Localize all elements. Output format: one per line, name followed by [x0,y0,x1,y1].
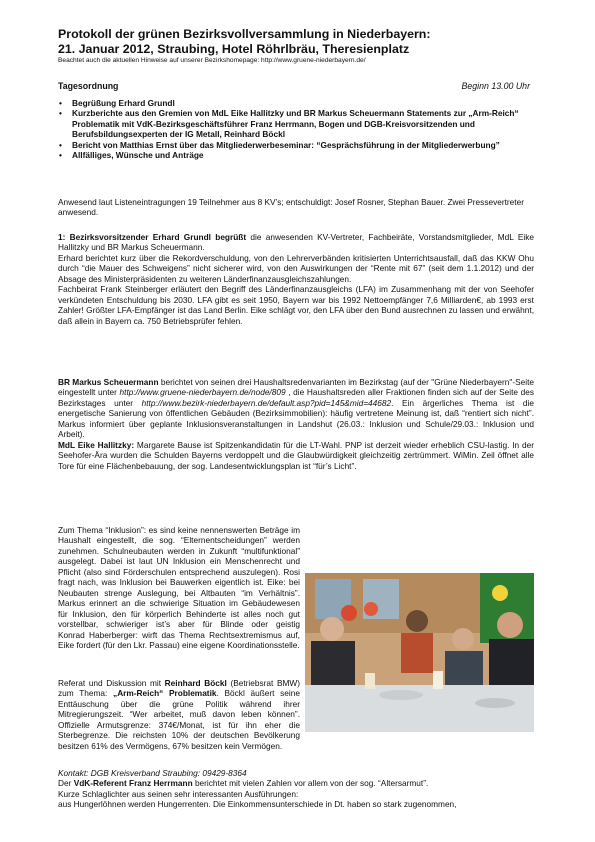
section-4-text-3: Kurze Schlaglichter aus seinen sehr interessanten Ausführungen: [58,788,299,799]
homepage-note: Beachtet auch die aktuellen Hinweise auf unserer Bezirkshomepage: http://www.gruene-niederbayern.de/ [58,57,366,64]
section-2-text-2: , die Haushaltsreden aller Fraktionen finden sich auf der Seite des Bezirkstages unter [58,387,534,408]
document-title [58,27,558,57]
agenda-heading: Tagesordnung [58,81,119,91]
section-3-text-2: (Betriebsrat BMW) zum Thema: [58,678,300,699]
section-2-lead-2: MdL Eike Hallitzky: [58,439,135,450]
section-1-paragraph-3: Fachbeirat Frank Steinberger erläutert den Begriff des Länderfinanzausgleichs (LFA) im Zusammenhang mit der von Seehofer verkündeten Entschuldung bis 2030. LFA gibt es seit 1950, Bayern war bis 1992 Nettoempfänger 7,6 Milliarden€, ab 1993 erst Zahler! Größter LFA-Empfänger ist das Land Berlin. Eike schlägt vor, den LFA über den Bund ausrechnen zu lassen und erwähnt, daß allein in Bayern ca. 750 Betriebsprüfer fehlen. [58,284,534,326]
section-1-paragraph-2: Erhard berichtet kurz über die Rekordverschuldung, von den Lehrerverbänden kritisierten Unterrichtsausfall, daß das KKW Ohu durch “die Mauer des Schweigens” nicht sicherer wird, von den Auswirkungen der “Rente mit 67” (seit dem 1.1.2012) und der Absage des Ministerpräsidenten zu weiteren Länderfinanzausgleichszahlungen. [58,252,534,284]
title-line-1: Protokoll der grünen Bezirksvollversammlung in Niederbayern: [58,27,431,41]
section-2-text-1: berichtet von seinen drei Haushaltsredenvarianten im Bezirkstag (auf der "Grüne Niederbayern"-Seite eingestellt unter [58,377,535,398]
link-bezirk-niederbayern[interactable]: http://www.bezirk-niederbayern.de/default.asp?pid=145&mid=44682 [141,397,392,408]
section-2 [58,377,534,471]
section-4-lead: VdK-Referent Franz Herrmann [73,778,193,789]
section-3-text-3: . Böckl äußert seine Enttäuschung über die grüne Politik während ihrer Mitregierungszeit. “Wer arbeitet, muß davon leben können”. Offizielle Armutsgrenze: 374€/Monat, ist für ihn eher die Sterbegrenze. Die reichsten 10% der deutschen Bevölkerung besitzen 61% des Vermögens, 67% besitzen kein Vermögen. [58,688,300,751]
link-gruene-niederbayern[interactable]: http://www.gruene-niederbayern.de/node/809 [119,387,286,398]
inklusion-text-full: Zum Thema “Inklusion”: es sind keine nennenswerten Beträge im Haushalt eingestellt, die sog. “Elternentscheidungen” werden zunehmen. Schulneubauten werden in Zukunft “multifunktional” ausgelegt. Dabei ist laut UN Inklusion ein Menschenrecht und Pflicht (also sind Förderschulen entsprechend auszulegen). Rosi fragt nach, was Inklusion bei Bauwerken eigentlich ist. Eike: bei Neubauten strenge Auslegung, bei Altbauten “im Verhältnis”. Markus erinnert an die schwierige Situation im Gebäudewesen für Inklusion, den für körperlich Behinderte ist alles noch gut vorstellbar, schwieriger ist’s aber für Blinde oder geistig [58,525,300,629]
section-4-text-2: berichtet mit vielen Zahlen vor allem von der sog. “Altersarmut”. [192,778,429,789]
section-3-lead: Reinhard Böckl [164,678,227,688]
agenda-item: • Kurzberichte aus den Gremien von MdL Eike Hallitzky und BR Markus Scheuermann Statements zur „Arm-Reich“ Problematik mit VdK-Bezirksgeschäftsführer Franz Herrmann, Bogen und DGB-Kreisvorsitzenden und Berufsbildungsexperten der IG Metall, Reinhard Böckl [58,108,548,139]
section-2-text-4: Margarete Bause ist Spitzenkandidatin für die LT-Wahl. PNP ist derzeit wieder erheblich CSU-lastig. In der Seehofer-Ära wurden die Schulden Bayerns verdoppelt und die Glaubwürdigkeit gleichzeitig zertrümmert. WiMin. Zeil öffnet alle Tore für eine Flächenbebauung, der sog. Landesentwicklungsplan ist “für’s Licht”. [58,439,534,471]
section-4 [58,768,534,810]
section-3-topic: „Arm-Reich“ Problematik [113,688,217,699]
section-2-lead: BR Markus Scheuermann [58,377,159,387]
dgb-contact: Kontakt: DGB Kreisverband Straubing: 09429-8364 [58,768,247,778]
agenda-item: • Bericht von Matthias Ernst über das Mitgliederwerbeseminar: “Gesprächsführung in der Mitgliederwerbung” [58,140,548,150]
section-4-text-4: aus Hungerlöhnen werden Hungerrenten. Die Einkommensunterschiede in Dt. haben so stark zugenommen, [58,799,457,810]
title-line-2: 21. Januar 2012, Straubing, Hotel Röhrlbräu, Theresienplatz [58,42,410,56]
section-1-text: die anwesenden KV-Vertreter, Fachbeiräte, Vorstandsmitglieder, MdL Eike Hallitzky und BR Markus Scheuermann. [58,232,535,253]
section-4-text-1: Der [58,778,74,789]
section-1 [58,232,534,326]
start-time: Beginn 13.00 Uhr [461,81,530,91]
agenda-list [58,98,548,160]
section-3-text-1: Referat und Diskussion mit [58,678,165,688]
agenda-item: • Begrüßung Erhard Grundl [58,98,548,108]
agenda-item: • Allfälliges, Wünsche und Anträge [58,150,548,160]
section-2-text-3: . Ein ärgerliches Thema ist die energetische Sanierung von öffentlichen Gebäuden (Bezirksimmobilien): häufig vertretene Meinung ist, daß “rentiert sich nicht”. Markus informiert über geplante Inklusionsveranstaltungen in Landshut (26.03.: Inklusion und Schule/29.03.: Inklusion und Arbeit). [58,397,534,440]
section-3 [58,678,300,751]
haberberger-paragraph: Konrad Haberberger: wirft das Thema Rechtsextremismus auf, Eike fordert (für den Lkr. Passau) eine eigene Koordinationsstelle. [58,630,300,651]
photo-wrap-spacer [300,573,534,629]
inklusion-paragraph-full [58,525,534,629]
section-1-lead: 1: Bezirksvorsitzender Erhard Grundl begrüßt [58,232,247,242]
attendance-paragraph: Anwesend laut Listeneintragungen 19 Teilnehmer aus 8 KV’s; entschuldigt: Josef Rosner, Stephan Bauer. Zwei Pressevertreter anwesend. [58,197,524,218]
